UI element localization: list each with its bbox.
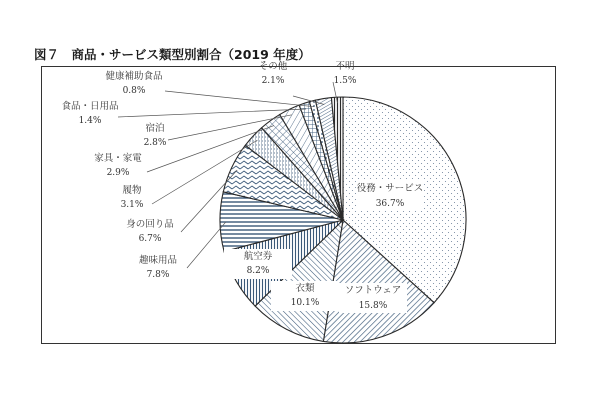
slice-9-value: 2.8% (143, 138, 167, 148)
slice-12-value: 2.1% (261, 76, 285, 86)
slice-1-label: 役務・サービス (356, 183, 424, 194)
slice-7-value: 3.1% (120, 200, 144, 210)
slice-2-label: ソフトウェア (344, 285, 402, 296)
slice-11-label: 健康補助食品 (105, 71, 163, 82)
slice-7-label: 履物 (122, 185, 142, 196)
slice-3-label: 衣類 (295, 283, 315, 294)
slice-8-label: 家具・家電 (94, 153, 142, 164)
slice-6-label: 身の回り品 (126, 219, 174, 230)
slice-4-label: 航空券 (243, 251, 273, 262)
slice-8-value: 2.9% (106, 168, 130, 178)
slice-12-label: その他 (258, 61, 288, 72)
slice-9-label: 宿泊 (145, 123, 165, 134)
slice-13-label: 不明 (335, 61, 355, 72)
slice-11-leader-line (165, 91, 314, 107)
slice-5-label: 趣味用品 (138, 255, 178, 266)
slice-13-value: 1.5% (333, 76, 357, 86)
slice-10-value: 1.4% (78, 116, 102, 126)
slice-2-value: 15.8% (358, 301, 388, 311)
slice-1-value: 36.7% (375, 199, 405, 209)
slice-6-value: 6.7% (138, 234, 162, 244)
slice-3-value: 10.1% (290, 298, 320, 308)
chart-title: 図７ 商品・サービス類型別割合（2019 年度） (34, 47, 311, 62)
slice-4-value: 8.2% (246, 266, 270, 276)
slice-5-leader-line (187, 222, 226, 268)
slice-11-value: 0.8% (122, 86, 146, 96)
slice-5-value: 7.8% (146, 270, 170, 280)
slice-10-label: 食品・日用品 (61, 101, 119, 112)
